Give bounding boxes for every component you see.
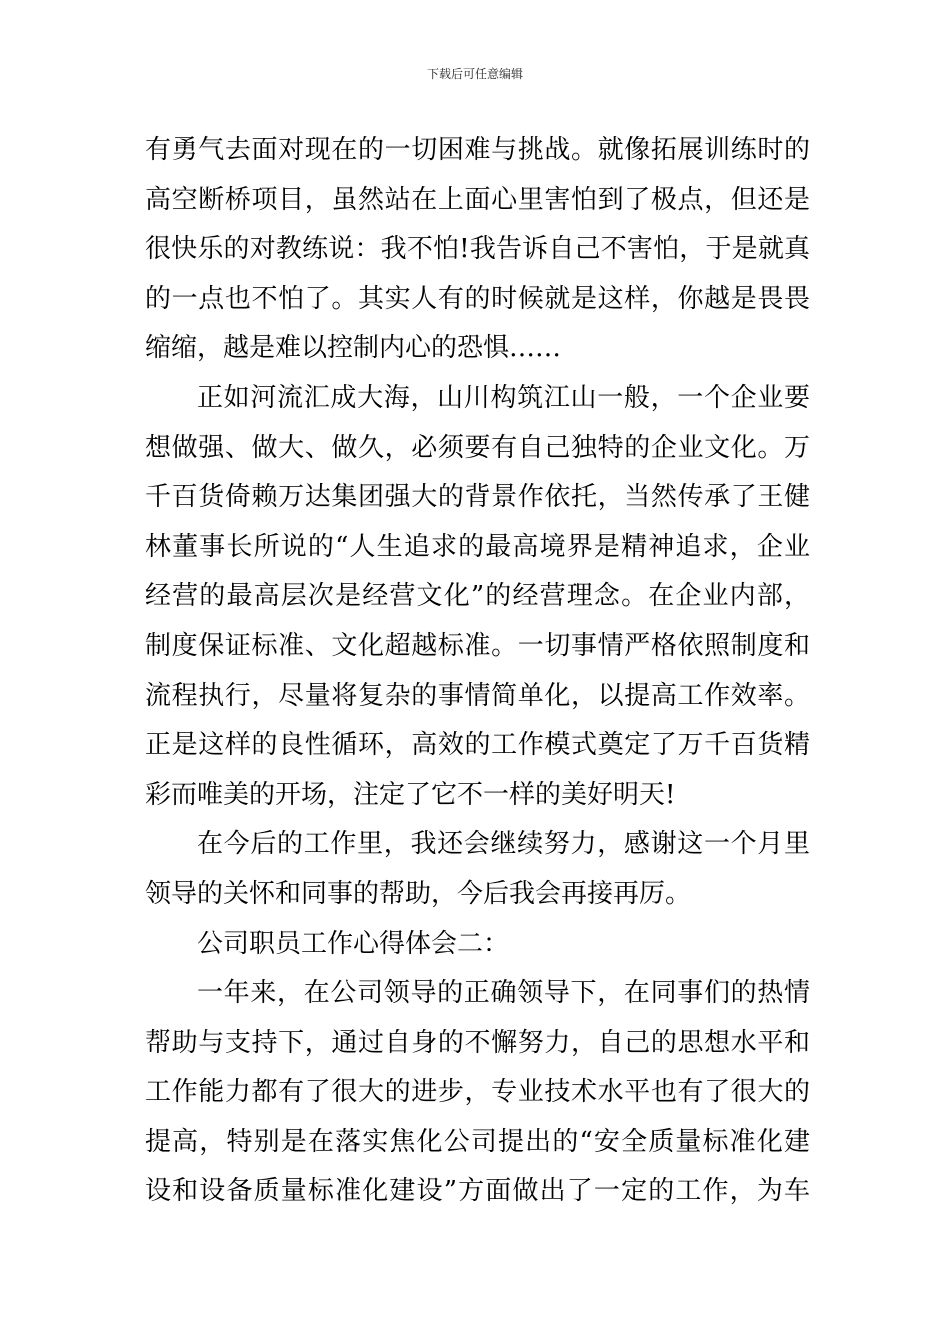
text-line: 正是这样的良性循环，高效的工作模式奠定了万千百货精: [145, 730, 810, 761]
text-line: 流程执行，尽量将复杂的事情简单化，以提高工作效率。: [145, 680, 810, 711]
text-line: 设和设备质量标准化建设”方面做出了一定的工作，为车: [145, 1176, 810, 1207]
text-line: 一年来，在公司领导的正确领导下，在同事们的热情: [197, 978, 810, 1009]
text-line: 经营的最高层次是经营文化”的经营理念。在企业内部，: [145, 581, 810, 612]
text-line: 林董事长所说的“人生追求的最高境界是精神追求，企业: [145, 531, 810, 562]
text-line: 制度保证标准、文化超越标准。一切事情严格依照制度和: [145, 630, 810, 661]
text-line: 缩缩，越是难以控制内心的恐惧……: [145, 333, 562, 364]
text-line: 千百货倚赖万达集团强大的背景作依托，当然传承了王健: [145, 482, 810, 513]
text-line: 工作能力都有了很大的进步，专业技术水平也有了很大的: [145, 1077, 810, 1108]
text-line: 彩而唯美的开场，注定了它不一样的美好明天!: [145, 779, 676, 810]
text-line: 有勇气去面对现在的一切困难与挑战。就像拓展训练时的: [145, 135, 810, 165]
text-line: 在今后的工作里，我还会继续努力，感谢这一个月里: [197, 829, 810, 860]
text-line: 公司职员工作心得体会二：: [197, 928, 510, 959]
text-line: 正如河流汇成大海，山川构筑江山一般，一个企业要: [197, 382, 810, 413]
text-line: 领导的关怀和同事的帮助，今后我会再接再厉。: [145, 878, 692, 909]
text-line: 高空断桥项目，虽然站在上面心里害怕到了极点，但还是: [145, 184, 810, 215]
text-line: 提高，特别是在落实焦化公司提出的“安全质量标准化建: [145, 1126, 810, 1157]
text-line: 想做强、做大、做久，必须要有自己独特的企业文化。万: [145, 432, 810, 463]
text-line: 帮助与支持下，通过自身的不懈努力，自己的思想水平和: [145, 1027, 810, 1058]
text-line: 的一点也不怕了。其实人有的时候就是这样，你越是畏畏: [145, 283, 810, 314]
page-header: 下载后可任意编辑: [426, 67, 523, 81]
document-body: [145, 126, 810, 1217]
text-line: 很快乐的对教练说：我不怕!我告诉自己不害怕，于是就真: [145, 234, 810, 265]
